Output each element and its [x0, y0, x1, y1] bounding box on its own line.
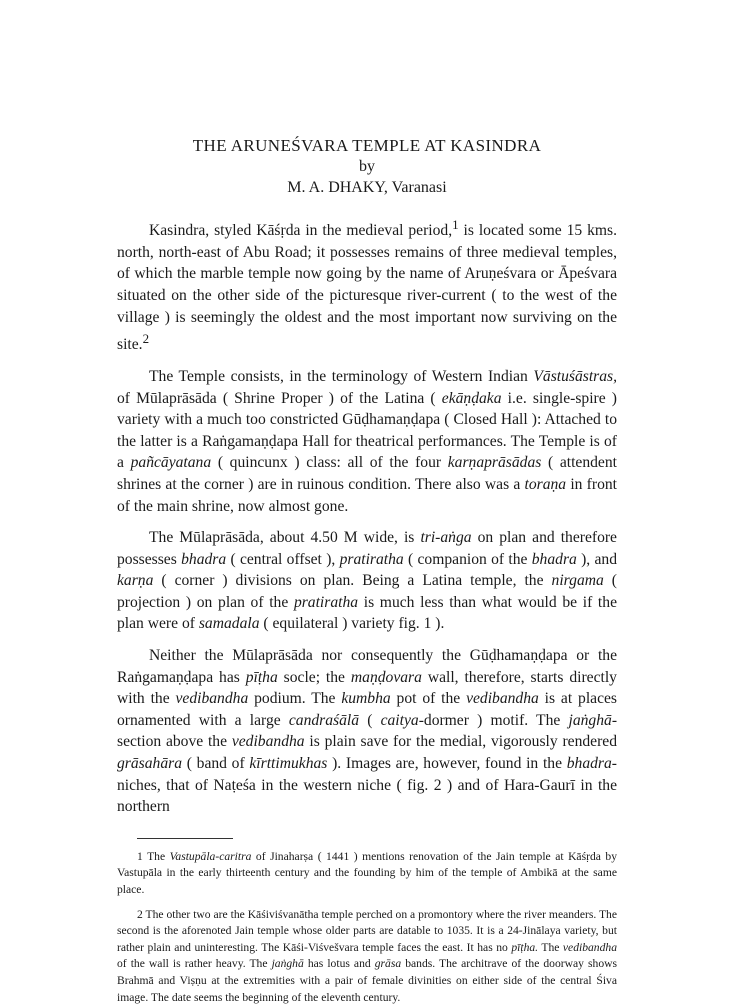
italic-term: pratiratha — [293, 593, 359, 611]
text-run: The Temple consists, in the terminology of Western Indian — [149, 367, 534, 385]
text-run: -niches, that of Naṭeśa in the western niche ( fig. 2 ) and of Hara-Gaurī in the northern — [117, 755, 617, 816]
italic-term: Vāstuśāstras, — [533, 367, 617, 385]
text-run: ), and — [576, 550, 618, 568]
text-run: ( projection ) on plan of the — [117, 572, 617, 611]
italic-term: Vastupāla-caritra — [169, 849, 252, 863]
paragraph-4 — [117, 645, 617, 818]
text-run: is plain save for the medial, vigorously rendered — [304, 733, 617, 751]
text-run: wall, therefore, starts directly with the — [117, 668, 617, 708]
text-run: of Mūlaprāsāda ( Shrine Proper ) of the Latina ( — [117, 389, 442, 407]
italic-term: candraśālā — [288, 711, 360, 729]
italic-term: karṇaprāsādas — [447, 454, 542, 472]
text-run: The Mūlaprāsāda, about 4.50 M wide, is — [149, 529, 421, 547]
italic-term: bhadra — [531, 550, 577, 568]
text-run: i.e. single-spire ) variety with a much too constricted Gūḍhamaṇḍapa ( Closed Hall ): Attached to the latter is a Raṅgamaṇḍapa Hall for theatrical performances. The Temple is of a — [117, 389, 617, 472]
text-run: ( — [359, 711, 381, 729]
text-run: ( corner ) divisions on plan. Being a Latina temple, the — [153, 572, 552, 590]
text-run: ( companion of the — [403, 550, 532, 568]
text-run: ( central offset ), — [226, 550, 340, 568]
italic-term: grāsahāra — [117, 755, 182, 773]
footnote-ref: 1 — [452, 217, 459, 232]
footnote-ref: 2 — [142, 331, 150, 347]
body-text — [117, 214, 617, 818]
italic-term: samadala — [198, 615, 260, 633]
text-run: is at places ornamented with a large — [117, 690, 617, 729]
text-run: -section above the — [117, 711, 618, 751]
text-run: ( equilateral ) variety fig. 1 ). — [259, 615, 445, 633]
footnotes — [117, 849, 617, 1006]
text-run: of the wall is rather heavy. The — [117, 957, 272, 971]
text-run: is much less than what would be if the plan were of — [117, 593, 617, 633]
paragraph-1 — [117, 214, 617, 356]
paragraph-3 — [117, 527, 617, 635]
text-run: is located some 15 kms. north, north-east of Abu Road; it possesses remains of three medieval temples, of which the marble temple now going by the name of Aruṇeśvara or Āpeśvara situated on the other side of the picturesque river-current ( to the west of the village ) is seemingly the oldest and the most important now surviving on the site. — [117, 222, 617, 354]
text-run: has lotus and — [303, 957, 375, 971]
italic-term: nirgama — [551, 572, 604, 590]
italic-term: bhadra — [566, 755, 612, 773]
byline-by: by — [359, 158, 375, 175]
text-run: pot of the — [390, 690, 467, 708]
text-run: on plan and therefore possesses — [117, 529, 617, 568]
italic-term: vedibandha — [175, 690, 249, 708]
italic-term: maṇḍovara — [350, 668, 422, 686]
text-run: bands. The architrave of the doorway shows Brahmā and Viṣṇu at the extremities with a pair of female divinities on either side of the central Śiva image. The date seems the beginning of the eleventh century. — [117, 957, 617, 1004]
text-run: in front of the main shrine, now almost gone. — [117, 475, 617, 515]
text-run: podium. The — [248, 690, 342, 708]
author-name: M. A. DHAKY, Varanasi — [287, 179, 447, 196]
italic-term: caitya — [380, 711, 419, 729]
italic-term: tri-aṅga — [420, 529, 472, 547]
italic-term: grāsa — [374, 957, 402, 971]
text-run: ( attendent shrines at the corner ) are in ruinous condition. There also was a — [117, 454, 617, 493]
italic-term: toraṇa — [524, 475, 567, 493]
italic-term: vedibandha — [466, 690, 539, 708]
italic-term: kīrttimukhas — [249, 755, 328, 773]
text-run: of Jinaharṣa ( 1441 ) mentions renovation of the Jain temple at Kāśṛda by Vastupāla in the early thirteenth century and the founding by him of the temple of Ambikā at the same place. — [117, 849, 617, 896]
italic-term: jaṅghā — [568, 711, 612, 729]
text-run: socle; the — [277, 668, 351, 686]
title-block — [117, 0, 617, 198]
text-run: ). Images are, however, found in the — [327, 755, 567, 773]
text-run: ( quincunx ) class: all of the four — [211, 454, 448, 472]
text-run: The — [538, 940, 563, 954]
italic-term: vedibandha — [231, 733, 305, 751]
text-run: ( band of — [182, 755, 250, 773]
italic-term: bhadra — [181, 550, 227, 568]
text-run: Neither the Mūlaprāsāda nor consequently the Gūḍhamaṇḍapa or the Raṅgamaṇḍapa has — [117, 647, 617, 686]
italic-term: kumbha — [341, 690, 391, 708]
italic-term: vedibandha — [562, 940, 617, 954]
italic-term: karṇa — [117, 572, 154, 590]
text-run: Kasindra, styled Kāśṛda in the medieval period, — [149, 222, 453, 240]
italic-term: pīṭha. — [511, 940, 539, 954]
italic-term: pañcāyatana — [130, 454, 212, 472]
paragraph-2 — [117, 366, 617, 517]
footnote-2 — [117, 907, 617, 1006]
footnote-1 — [117, 849, 617, 899]
italic-term: pratiratha — [339, 550, 404, 568]
italic-term: ekāṇḍaka — [441, 389, 502, 407]
text-run: 1 The — [137, 849, 170, 863]
text-run: 2 The other two are the Kāśiviśvanātha temple perched on a promontory where the river meanders. The second is the aforenoted Jain temple whose older parts are datable to 1035. It is a 24-Jinālaya variety, but rather plain and uninteresting. The Kāśi-Viśvešvara temple faces the east. It has no — [117, 907, 617, 954]
footnote-divider — [137, 838, 233, 839]
article-title: THE ARUNEŚVARA TEMPLE AT KASINDRA — [192, 136, 542, 155]
italic-term: jaṅghā — [271, 957, 304, 971]
text-run: -dormer ) motif. The — [418, 711, 569, 729]
italic-term: pīṭha — [245, 668, 278, 686]
